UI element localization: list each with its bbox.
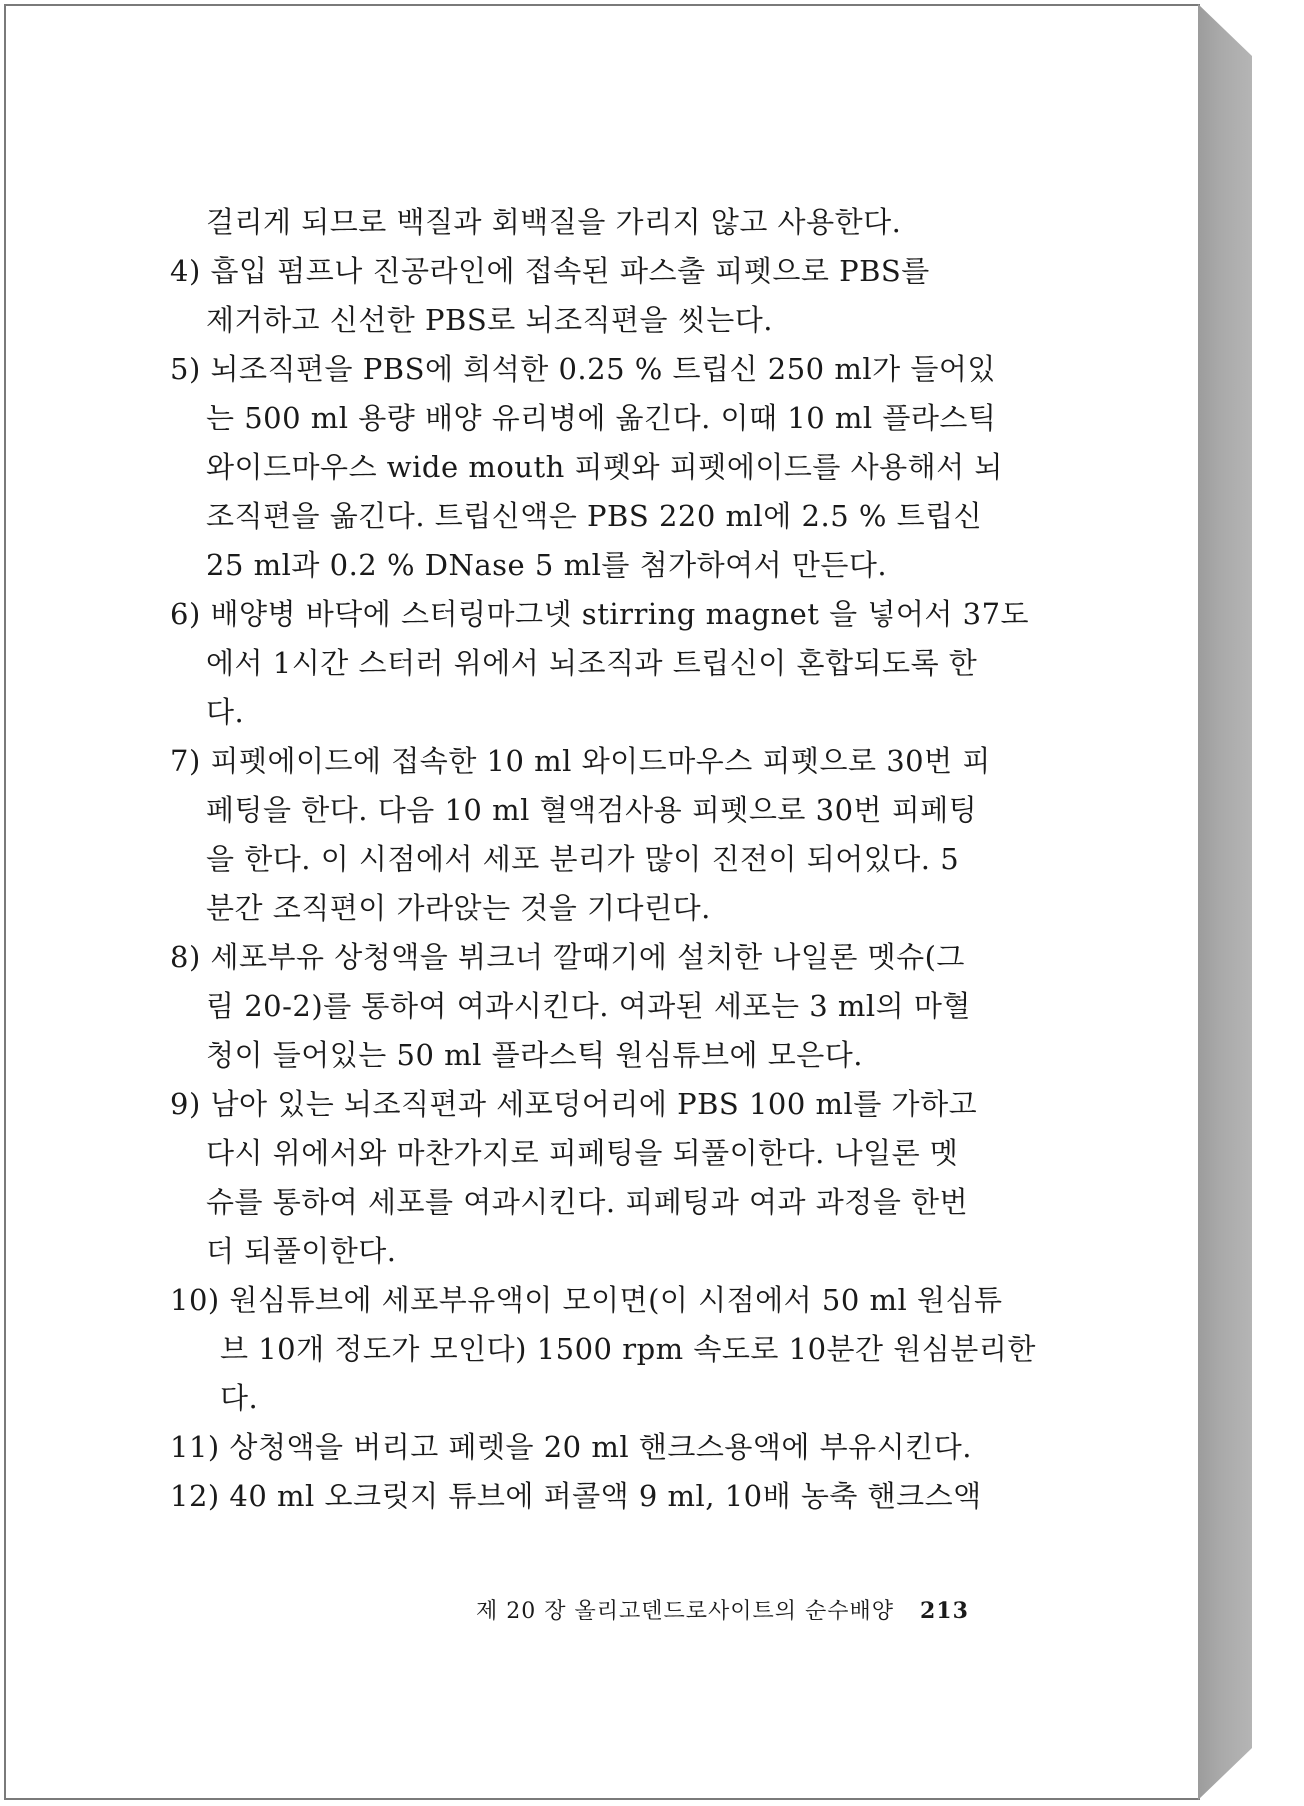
text-line: 11) 상청액을 버리고 페렛을 20 ml 핸크스용액에 부유시킨다.	[170, 1430, 972, 1464]
text-line: 더 되풀이한다.	[206, 1234, 397, 1268]
text-line: 25 ml과 0.2 % DNase 5 ml를 첨가하여서 만든다.	[206, 548, 888, 582]
text-line: 제거하고 신선한 PBS로 뇌조직편을 씻는다.	[206, 303, 774, 337]
text-line: 슈를 통하여 세포를 여과시킨다. 피페팅과 여과 과정을 한번	[206, 1185, 969, 1219]
text-line: 걸리게 되므로 백질과 회백질을 가리지 않고 사용한다.	[206, 205, 902, 239]
text-line: 브 10개 정도가 모인다) 1500 rpm 속도로 10분간 원심분리한	[220, 1332, 1036, 1366]
text-line: 림 20-2)를 통하여 여과시킨다. 여과된 세포는 3 ml의 마혈	[206, 989, 971, 1023]
text-line: 페팅을 한다. 다음 10 ml 혈액검사용 피펫으로 30번 피페팅	[206, 793, 978, 827]
text-line: 다.	[220, 1381, 259, 1415]
running-footer	[476, 1594, 969, 1625]
text-line: 와이드마우스 wide mouth 피펫와 피펫에이드를 사용해서 뇌	[206, 450, 1003, 484]
text-line: 청이 들어있는 50 ml 플라스틱 원심튜브에 모은다.	[206, 1038, 863, 1072]
text-line: 조직편을 옮긴다. 트립신액은 PBS 220 ml에 2.5 % 트립신	[206, 499, 983, 533]
text-line: 에서 1시간 스터러 위에서 뇌조직과 트립신이 혼합되도록 한	[206, 646, 978, 680]
text-line: 을 한다. 이 시점에서 세포 분리가 많이 진전이 되어있다. 5	[206, 842, 960, 876]
text-line: 10) 원심튜브에 세포부유액이 모이면(이 시점에서 50 ml 원심튜	[170, 1283, 1003, 1317]
chapter-title: 제 20 장 올리고덴드로사이트의 순수배양	[476, 1599, 894, 1624]
text-line: 8) 세포부유 상청액을 뷔크너 깔때기에 설치한 나일론 멧슈(그	[170, 940, 965, 974]
page-number: 213	[920, 1598, 969, 1624]
body-text	[170, 198, 1036, 1521]
text-line: 는 500 ml 용량 배양 유리병에 옮긴다. 이때 10 ml 플라스틱	[206, 401, 997, 435]
text-line: 4) 흡입 펌프나 진공라인에 접속된 파스출 피펫으로 PBS를	[170, 254, 930, 288]
text-line: 다.	[206, 695, 245, 729]
text-line: 12) 40 ml 오크릿지 튜브에 퍼콜액 9 ml, 10배 농축 핸크스액	[170, 1479, 982, 1513]
text-line: 6) 배양병 바닥에 스터링마그넷 stirring magnet 을 넣어서 37도	[170, 597, 1030, 631]
text-line: 7) 피펫에이드에 접속한 10 ml 와이드마우스 피펫으로 30번 피	[170, 744, 991, 778]
text-line: 다시 위에서와 마찬가지로 피페팅을 되풀이한다. 나일론 멧	[206, 1136, 959, 1170]
text-line: 분간 조직편이 가라앉는 것을 기다린다.	[206, 891, 711, 925]
text-line: 5) 뇌조직편을 PBS에 희석한 0.25 % 트립신 250 ml가 들어있	[170, 352, 996, 386]
page-edge-shadow	[1198, 4, 1252, 1800]
text-line: 9) 남아 있는 뇌조직편과 세포덩어리에 PBS 100 ml를 가하고	[170, 1087, 978, 1121]
